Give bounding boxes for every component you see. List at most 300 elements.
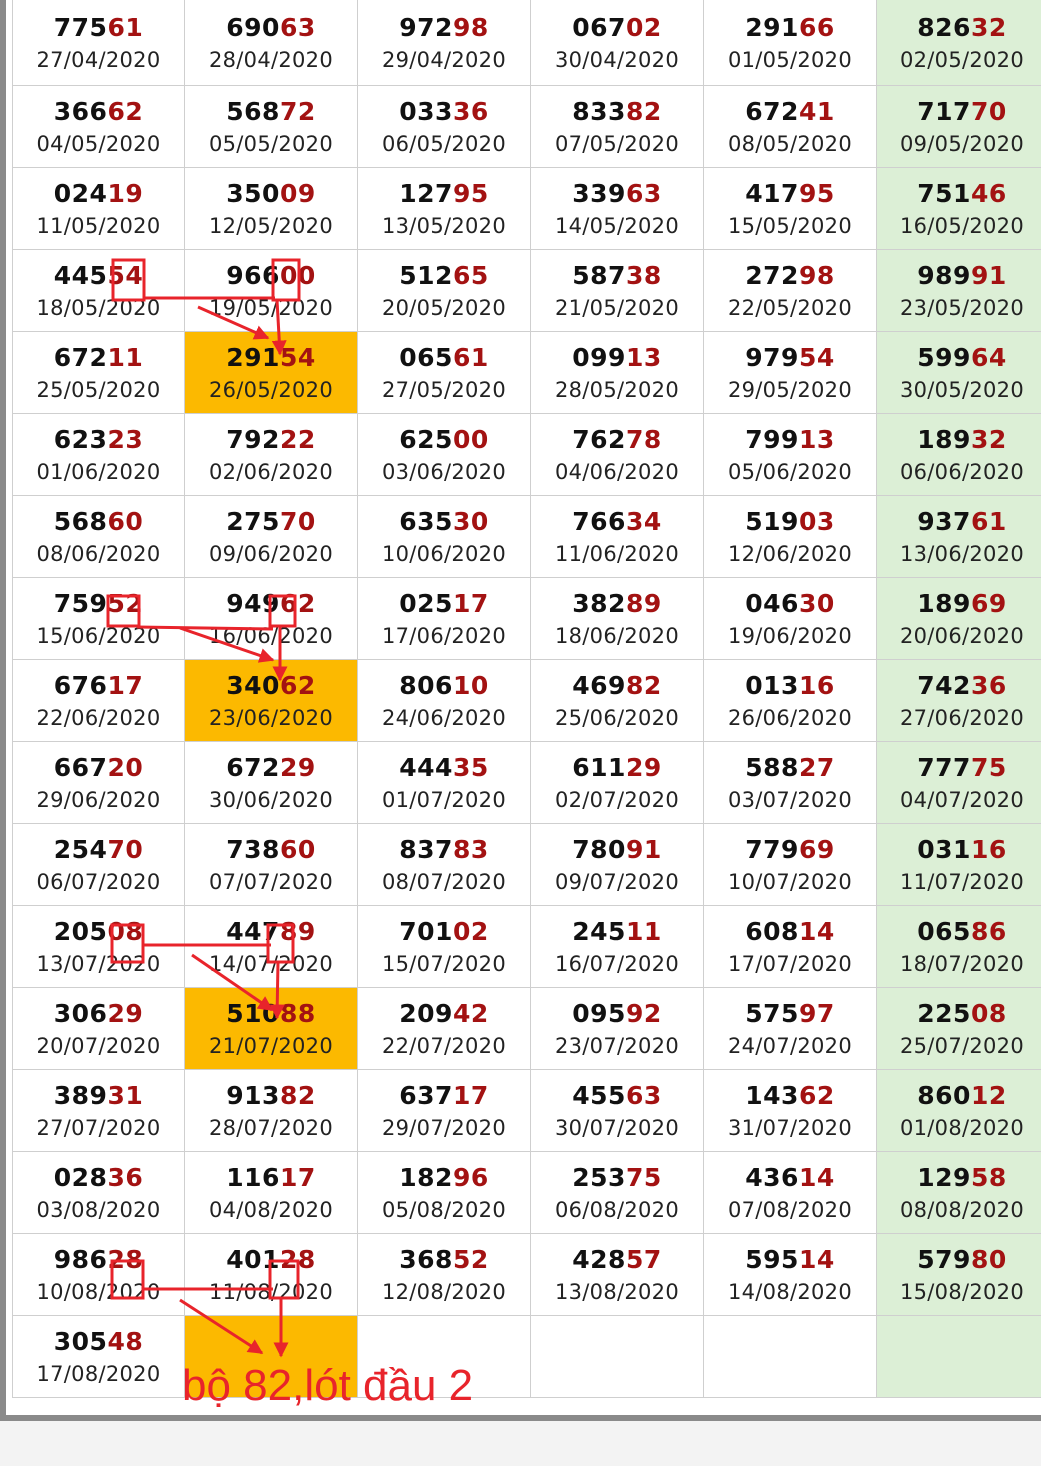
result-number: [531, 915, 703, 949]
result-date: 11/06/2020: [554, 541, 680, 566]
result-cell: [877, 0, 1041, 86]
number-tail-digits: 82: [625, 96, 662, 126]
result-date: 28/05/2020: [554, 377, 680, 402]
number-head-digits: 455: [572, 1080, 626, 1110]
number-tail-digits: 38: [625, 260, 662, 290]
result-date: 17/08/2020: [36, 1361, 161, 1386]
number-head-digits: 065: [917, 916, 971, 946]
number-tail-digits: 09: [279, 178, 316, 208]
number-head-digits: 519: [745, 506, 799, 536]
number-head-digits: 568: [53, 506, 108, 536]
number-tail-digits: 08: [107, 916, 144, 946]
number-tail-digits: 54: [107, 260, 144, 290]
result-date: 19/06/2020: [727, 623, 853, 648]
result-row: [13, 168, 1041, 250]
result-cell: [704, 496, 877, 578]
result-number: [358, 341, 530, 375]
number-tail-digits: 92: [625, 998, 662, 1028]
result-number: [704, 423, 876, 457]
result-number: [185, 751, 357, 785]
number-head-digits: 275: [226, 506, 280, 536]
result-number: [704, 587, 876, 621]
number-head-digits: 401: [226, 1244, 280, 1274]
number-head-digits: 254: [53, 834, 108, 864]
result-number: [13, 751, 184, 785]
number-tail-digits: 69: [798, 834, 835, 864]
number-head-digits: 751: [917, 178, 971, 208]
number-head-digits: 599: [917, 342, 971, 372]
number-tail-digits: 16: [798, 670, 835, 700]
number-tail-digits: 22: [279, 424, 316, 454]
number-tail-digits: 30: [798, 588, 835, 618]
annotation-note: bộ 82,lót đầu 2: [182, 1361, 474, 1410]
number-tail-digits: 14: [798, 916, 835, 946]
number-tail-digits: 03: [798, 506, 835, 536]
number-tail-digits: 23: [107, 424, 144, 454]
result-date: 07/05/2020: [554, 131, 680, 156]
number-head-digits: 766: [572, 506, 626, 536]
result-cell: [531, 1316, 704, 1398]
result-cell: [13, 824, 185, 906]
number-tail-digits: 98: [798, 260, 835, 290]
number-tail-digits: 88: [279, 998, 316, 1028]
number-tail-digits: 82: [625, 670, 662, 700]
result-date: 02/05/2020: [899, 47, 1025, 72]
number-head-digits: 339: [572, 178, 626, 208]
number-tail-digits: 02: [452, 916, 489, 946]
number-tail-digits: 75: [625, 1162, 662, 1192]
number-head-digits: 672: [226, 752, 280, 782]
result-number: [531, 177, 703, 211]
number-head-digits: 623: [53, 424, 108, 454]
number-head-digits: 742: [917, 670, 971, 700]
result-cell: [531, 742, 704, 824]
number-tail-digits: 63: [625, 1080, 662, 1110]
result-date: 16/07/2020: [554, 951, 680, 976]
result-number: [358, 95, 530, 129]
number-head-digits: 272: [745, 260, 799, 290]
result-number: [704, 1079, 876, 1113]
result-cell: [185, 1152, 358, 1234]
result-number: [531, 1079, 703, 1113]
result-date: 25/07/2020: [899, 1033, 1025, 1058]
result-cell: [704, 414, 877, 496]
number-head-digits: 306: [53, 998, 108, 1028]
result-cell: [704, 1316, 877, 1398]
result-date: 20/06/2020: [899, 623, 1025, 648]
number-head-digits: 382: [572, 588, 626, 618]
result-number: [13, 259, 184, 293]
result-date: 18/06/2020: [554, 623, 680, 648]
result-cell: [358, 332, 531, 414]
result-cell: [877, 496, 1041, 578]
result-row: [13, 0, 1041, 86]
result-cell: [531, 250, 704, 332]
result-date: 30/05/2020: [899, 377, 1025, 402]
result-date: 17/06/2020: [381, 623, 507, 648]
result-cell: [185, 742, 358, 824]
result-date: 18/05/2020: [36, 295, 161, 320]
result-number: [531, 505, 703, 539]
result-cell: [13, 1152, 185, 1234]
result-date: 17/07/2020: [727, 951, 853, 976]
result-number: [531, 423, 703, 457]
result-cell: [704, 988, 877, 1070]
result-number: [531, 833, 703, 867]
result-cell: [877, 168, 1041, 250]
result-cell: [358, 660, 531, 742]
result-number: [13, 1161, 184, 1195]
result-cell: [13, 0, 185, 86]
number-tail-digits: 61: [970, 506, 1007, 536]
number-tail-digits: 14: [798, 1162, 835, 1192]
number-head-digits: 447: [226, 916, 280, 946]
result-date: 01/05/2020: [727, 47, 853, 72]
result-cell: [877, 1234, 1041, 1316]
result-number: [877, 259, 1041, 293]
number-head-digits: 579: [917, 1244, 971, 1274]
result-number: [13, 833, 184, 867]
result-number: [531, 95, 703, 129]
result-date: 20/05/2020: [381, 295, 507, 320]
result-number: [704, 751, 876, 785]
number-tail-digits: 70: [279, 506, 316, 536]
number-head-digits: 366: [53, 96, 108, 126]
number-tail-digits: 32: [970, 424, 1007, 454]
result-date: 13/06/2020: [899, 541, 1025, 566]
result-cell: [531, 496, 704, 578]
result-number: [877, 11, 1041, 45]
result-date: 12/05/2020: [208, 213, 334, 238]
number-head-digits: 667: [53, 752, 108, 782]
number-head-digits: 025: [399, 588, 453, 618]
result-number: [877, 341, 1041, 375]
number-head-digits: 738: [226, 834, 280, 864]
result-number: [531, 751, 703, 785]
number-tail-digits: 29: [625, 752, 662, 782]
result-date: 28/04/2020: [208, 47, 334, 72]
result-date: 26/06/2020: [727, 705, 853, 730]
result-cell: [13, 1316, 185, 1398]
result-date: 31/07/2020: [727, 1115, 853, 1140]
result-row: [13, 742, 1041, 824]
result-cell: [531, 86, 704, 168]
number-head-digits: 095: [572, 998, 626, 1028]
result-row: [13, 496, 1041, 578]
number-tail-digits: 61: [452, 342, 489, 372]
number-head-digits: 575: [745, 998, 799, 1028]
result-number: [185, 669, 357, 703]
result-number: [704, 833, 876, 867]
number-head-digits: 986: [53, 1244, 108, 1274]
number-tail-digits: 66: [798, 12, 835, 42]
number-tail-digits: 62: [279, 670, 316, 700]
result-date: 23/07/2020: [554, 1033, 680, 1058]
result-date: 15/07/2020: [381, 951, 507, 976]
number-tail-digits: 57: [625, 1244, 662, 1274]
number-head-digits: 913: [226, 1080, 280, 1110]
result-date: 24/06/2020: [381, 705, 507, 730]
result-number: [704, 669, 876, 703]
result-number: [185, 1243, 357, 1277]
number-tail-digits: 52: [107, 588, 144, 618]
result-date: 13/07/2020: [36, 951, 161, 976]
result-date: 30/07/2020: [554, 1115, 680, 1140]
result-cell: [877, 1070, 1041, 1152]
result-number: [704, 1161, 876, 1195]
result-row: [13, 1152, 1041, 1234]
number-tail-digits: 14: [798, 1244, 835, 1274]
result-date: 06/06/2020: [899, 459, 1025, 484]
number-head-digits: 253: [572, 1162, 626, 1192]
result-date: 26/05/2020: [208, 377, 334, 402]
number-tail-digits: 20: [107, 752, 144, 782]
number-tail-digits: 72: [279, 96, 316, 126]
number-head-digits: 833: [572, 96, 626, 126]
number-tail-digits: 42: [452, 998, 489, 1028]
result-cell: [13, 250, 185, 332]
result-cell: [704, 1152, 877, 1234]
result-number: [358, 1243, 530, 1277]
number-tail-digits: 80: [970, 1244, 1007, 1274]
result-cell: [358, 1070, 531, 1152]
number-head-digits: 672: [53, 342, 108, 372]
number-tail-digits: 95: [798, 178, 835, 208]
result-cell: [358, 0, 531, 86]
result-cell: [13, 988, 185, 1070]
result-date: 22/07/2020: [381, 1033, 507, 1058]
number-head-digits: 469: [572, 670, 626, 700]
number-tail-digits: 69: [970, 588, 1007, 618]
result-cell: [358, 1234, 531, 1316]
result-number: [877, 915, 1041, 949]
result-date: 13/05/2020: [381, 213, 507, 238]
result-number: [531, 259, 703, 293]
result-cell: [877, 1316, 1041, 1398]
result-date: 05/05/2020: [208, 131, 334, 156]
result-number: [185, 259, 357, 293]
result-number: [877, 1243, 1041, 1277]
result-cell: [877, 742, 1041, 824]
number-head-digits: 428: [572, 1244, 626, 1274]
number-head-digits: 972: [399, 12, 453, 42]
result-date: 11/05/2020: [36, 213, 161, 238]
result-cell: [185, 250, 358, 332]
result-row: [13, 86, 1041, 168]
result-number: [877, 1161, 1041, 1195]
number-tail-digits: 11: [625, 916, 662, 946]
result-cell: [704, 578, 877, 660]
result-cell: [358, 988, 531, 1070]
result-number: [531, 1161, 703, 1195]
result-cell: [185, 660, 358, 742]
number-tail-digits: 98: [452, 12, 489, 42]
result-date: 27/04/2020: [36, 47, 161, 72]
number-head-digits: 031: [917, 834, 971, 864]
result-cell: [13, 578, 185, 660]
number-head-digits: 799: [745, 424, 799, 454]
result-date: 01/06/2020: [36, 459, 161, 484]
result-cell: [358, 824, 531, 906]
result-date: 15/08/2020: [899, 1279, 1025, 1304]
number-tail-digits: 91: [625, 834, 662, 864]
number-head-digits: 989: [917, 260, 971, 290]
number-tail-digits: 52: [452, 1244, 489, 1274]
number-tail-digits: 36: [452, 96, 489, 126]
number-head-digits: 340: [226, 670, 280, 700]
result-date: 08/08/2020: [899, 1197, 1025, 1222]
result-date: 29/04/2020: [381, 47, 507, 72]
result-cell: [185, 988, 358, 1070]
result-number: [877, 505, 1041, 539]
result-date: 10/08/2020: [36, 1279, 161, 1304]
result-cell: [877, 906, 1041, 988]
number-tail-digits: 30: [452, 506, 489, 536]
number-head-digits: 065: [399, 342, 453, 372]
number-head-digits: 143: [745, 1080, 799, 1110]
result-date: 13/08/2020: [554, 1279, 680, 1304]
number-head-digits: 762: [572, 424, 626, 454]
result-date: 25/06/2020: [554, 705, 680, 730]
number-head-digits: 701: [399, 916, 453, 946]
number-head-digits: 116: [226, 1162, 280, 1192]
result-number: [704, 997, 876, 1031]
number-head-digits: 182: [399, 1162, 453, 1192]
result-date: 22/06/2020: [36, 705, 161, 730]
number-head-digits: 510: [226, 998, 280, 1028]
result-date: 22/05/2020: [727, 295, 853, 320]
result-number: [877, 95, 1041, 129]
result-date: 04/08/2020: [208, 1197, 334, 1222]
number-head-digits: 189: [917, 588, 971, 618]
result-date: 12/06/2020: [727, 541, 853, 566]
number-tail-digits: 60: [279, 834, 316, 864]
result-number: [358, 423, 530, 457]
result-cell: [877, 1152, 1041, 1234]
results-table: [12, 0, 1041, 1398]
result-date: 06/07/2020: [36, 869, 161, 894]
number-head-digits: 979: [745, 342, 799, 372]
number-head-digits: 417: [745, 178, 799, 208]
result-cell: [704, 660, 877, 742]
number-head-digits: 860: [917, 1080, 971, 1110]
result-cell: [13, 86, 185, 168]
result-cell: [358, 496, 531, 578]
number-head-digits: 777: [917, 752, 971, 782]
result-cell: [704, 0, 877, 86]
result-cell: [704, 824, 877, 906]
result-number: [185, 505, 357, 539]
number-head-digits: 444: [399, 752, 453, 782]
number-tail-digits: 60: [107, 506, 144, 536]
result-cell: [185, 824, 358, 906]
number-tail-digits: 46: [970, 178, 1007, 208]
result-cell: [877, 988, 1041, 1070]
result-date: 25/05/2020: [36, 377, 161, 402]
result-date: 15/06/2020: [36, 623, 161, 648]
result-cell: [185, 86, 358, 168]
result-number: [13, 1243, 184, 1277]
result-cell: [13, 906, 185, 988]
number-tail-digits: 16: [970, 834, 1007, 864]
result-date: 23/05/2020: [899, 295, 1025, 320]
number-head-digits: 826: [917, 12, 971, 42]
result-number: [185, 95, 357, 129]
number-tail-digits: 00: [279, 260, 316, 290]
number-head-digits: 291: [745, 12, 799, 42]
result-cell: [877, 86, 1041, 168]
result-cell: [531, 168, 704, 250]
result-cell: [185, 1070, 358, 1152]
result-number: [185, 11, 357, 45]
number-tail-digits: 70: [970, 96, 1007, 126]
result-number: [704, 177, 876, 211]
number-tail-digits: 62: [798, 1080, 835, 1110]
result-cell: [877, 824, 1041, 906]
result-number: [704, 259, 876, 293]
result-date: 06/08/2020: [554, 1197, 680, 1222]
result-cell: [185, 496, 358, 578]
result-cell: [704, 168, 877, 250]
result-number: [13, 997, 184, 1031]
number-head-digits: 024: [53, 178, 108, 208]
result-number: [358, 1079, 530, 1113]
number-tail-digits: 63: [625, 178, 662, 208]
number-tail-digits: 29: [107, 998, 144, 1028]
number-tail-digits: 28: [107, 1244, 144, 1274]
number-tail-digits: 17: [452, 588, 489, 618]
result-number: [704, 1243, 876, 1277]
number-head-digits: 937: [917, 506, 971, 536]
result-row: [13, 906, 1041, 988]
number-tail-digits: 11: [107, 342, 144, 372]
result-number: [877, 587, 1041, 621]
number-head-digits: 779: [745, 834, 799, 864]
number-tail-digits: 75: [970, 752, 1007, 782]
result-number: [358, 1161, 530, 1195]
result-date: 08/06/2020: [36, 541, 161, 566]
number-head-digits: 067: [572, 12, 626, 42]
result-number: [704, 95, 876, 129]
number-tail-digits: 63: [279, 12, 316, 42]
result-number: [13, 505, 184, 539]
result-date: 05/08/2020: [381, 1197, 507, 1222]
result-number: [185, 341, 357, 375]
number-tail-digits: 97: [798, 998, 835, 1028]
result-date: 20/07/2020: [36, 1033, 161, 1058]
result-row: [13, 1316, 1041, 1398]
result-date: 28/07/2020: [208, 1115, 334, 1140]
result-number: [185, 915, 357, 949]
result-number: [704, 505, 876, 539]
result-row: [13, 1234, 1041, 1316]
result-number: [704, 11, 876, 45]
number-tail-digits: 64: [970, 342, 1007, 372]
number-head-digits: 676: [53, 670, 108, 700]
number-tail-digits: 35: [452, 752, 489, 782]
result-cell: [13, 660, 185, 742]
result-date: 02/06/2020: [208, 459, 334, 484]
result-date: 23/06/2020: [208, 705, 334, 730]
result-cell: [358, 86, 531, 168]
number-tail-digits: 83: [452, 834, 489, 864]
number-tail-digits: 58: [970, 1162, 1007, 1192]
result-date: 21/07/2020: [208, 1033, 334, 1058]
result-cell: [877, 332, 1041, 414]
result-cell: [704, 86, 877, 168]
number-tail-digits: 78: [625, 424, 662, 454]
result-date: 03/07/2020: [727, 787, 853, 812]
